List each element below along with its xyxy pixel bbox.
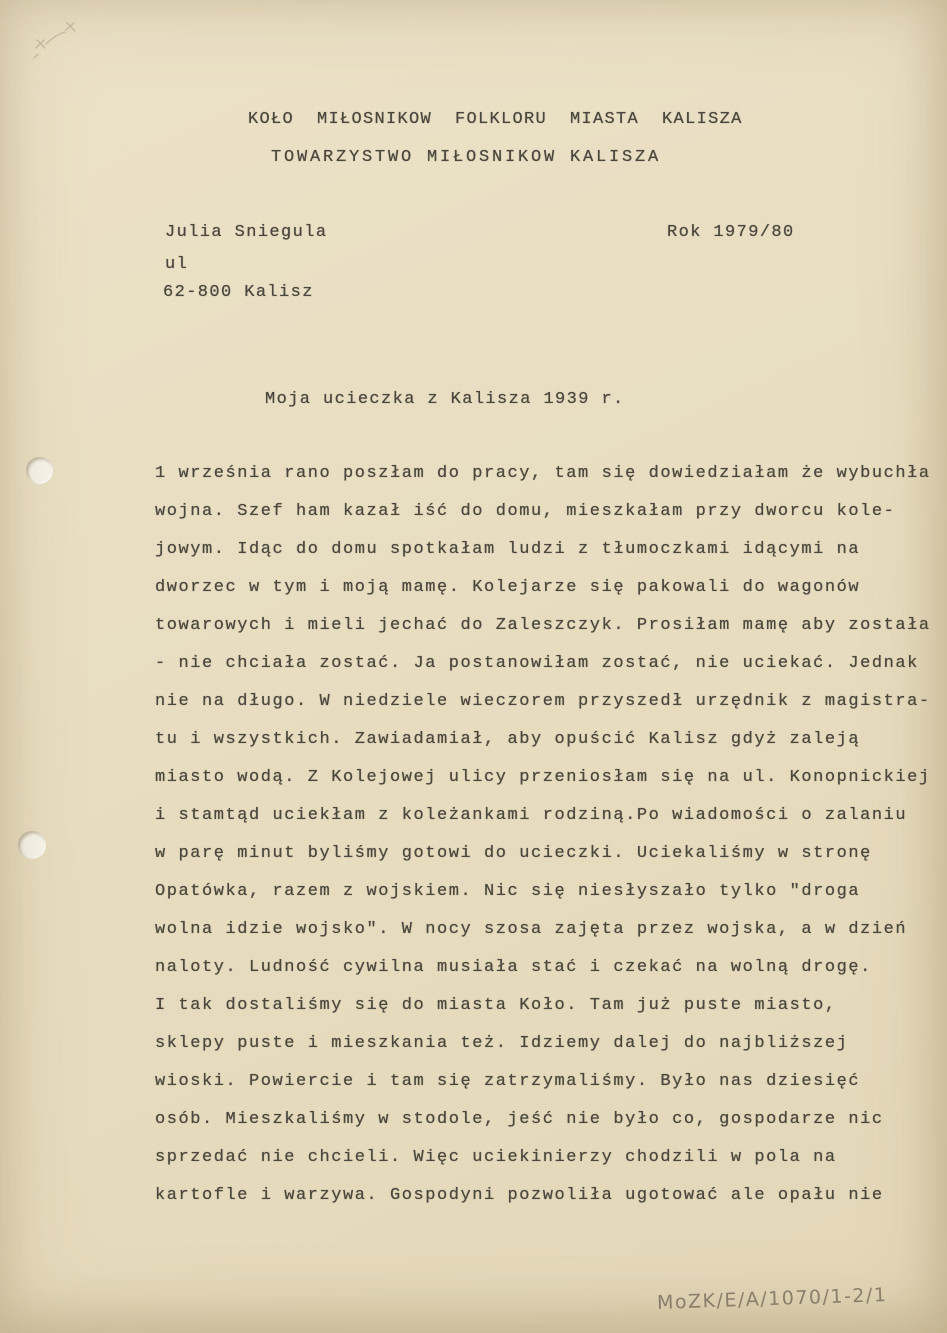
body-line: 1 września rano poszłam do pracy, tam się dowiedziałam że wybuchła xyxy=(155,464,931,483)
body-line: miasto wodą. Z Kolejowej ulicy przeniosłam się na ul. Konopnickiej xyxy=(155,768,931,787)
memoir-title: Moja ucieczka z Kalisza 1939 r. xyxy=(265,390,625,409)
organization-title-line1: KOŁO MIŁOSNIKOW FOLKLORU MIASTA KALISZA xyxy=(248,110,743,129)
body-line: jowym. Idąc do domu spotkałam ludzi z tłumoczkami idącymi na xyxy=(155,540,861,559)
body-line: i stamtąd uciekłam z koleżankami rodziną.Po wiadomości o zalaniu xyxy=(155,806,908,825)
body-line: sprzedać nie chcieli. Więc uciekinierzy chodzili w pola na xyxy=(155,1148,837,1167)
body-line: towarowych i mieli jechać do Zaleszczyk. Prosiłam mamę aby została xyxy=(155,616,931,635)
body-line: wioski. Powiercie i tam się zatrzymaliśmy. Było nas dziesięć xyxy=(155,1072,861,1091)
body-line: naloty. Ludność cywilna musiała stać i czekać na wolną drogę. xyxy=(155,958,872,977)
organization-title-line2: TOWARZYSTWO MIŁOSNIKOW KALISZA xyxy=(271,148,662,167)
body-line: w parę minut byliśmy gotowi do ucieczki. Uciekaliśmy w stronę xyxy=(155,844,872,863)
body-line: sklepy puste i mieszkania też. Idziemy dalej do najbliższej xyxy=(155,1034,849,1053)
handwritten-archive-number: MoZK/E/A/1070/1-2/1 xyxy=(656,1283,888,1315)
author-address-city: 62-800 Kalisz xyxy=(163,283,314,302)
body-line: nie na długo. W niedziele wieczorem przyszedł urzędnik z magistra- xyxy=(155,692,931,711)
author-address-street: ul xyxy=(165,255,189,274)
body-line: Opatówka, razem z wojskiem. Nic się niesłyszało tylko "droga xyxy=(155,882,861,901)
body-line: tu i wszystkich. Zawiadamiał, aby opuścić Kalisz gdyż zaleją xyxy=(155,730,861,749)
body-line: wojna. Szef ham kazał iść do domu, mieszkałam przy dworcu kole- xyxy=(155,502,896,521)
punch-hole-top xyxy=(26,457,53,484)
punch-hole-bottom xyxy=(18,831,46,859)
body-line: dworzec w tym i moją mamę. Kolejarze się pakowali do wagonów xyxy=(155,578,861,597)
body-line: osób. Mieszkaliśmy w stodole, jeść nie było co, gospodarze nic xyxy=(155,1110,884,1129)
pencil-scribble-marks xyxy=(22,14,102,69)
body-line: I tak dostaliśmy się do miasta Koło. Tam już puste miasto, xyxy=(155,996,837,1015)
body-line: wolna idzie wojsko". W nocy szosa zajęta przez wojska, a w dzień xyxy=(155,920,908,939)
body-line: kartofle i warzywa. Gospodyni pozwoliła ugotować ale opału nie xyxy=(155,1186,884,1205)
year-label: Rok 1979/80 xyxy=(667,223,795,242)
author-name: Julia Sniegula xyxy=(165,223,328,242)
body-line: - nie chciała zostać. Ja postanowiłam zostać, nie uciekać. Jednak xyxy=(155,654,919,673)
memoir-body xyxy=(155,455,945,1215)
